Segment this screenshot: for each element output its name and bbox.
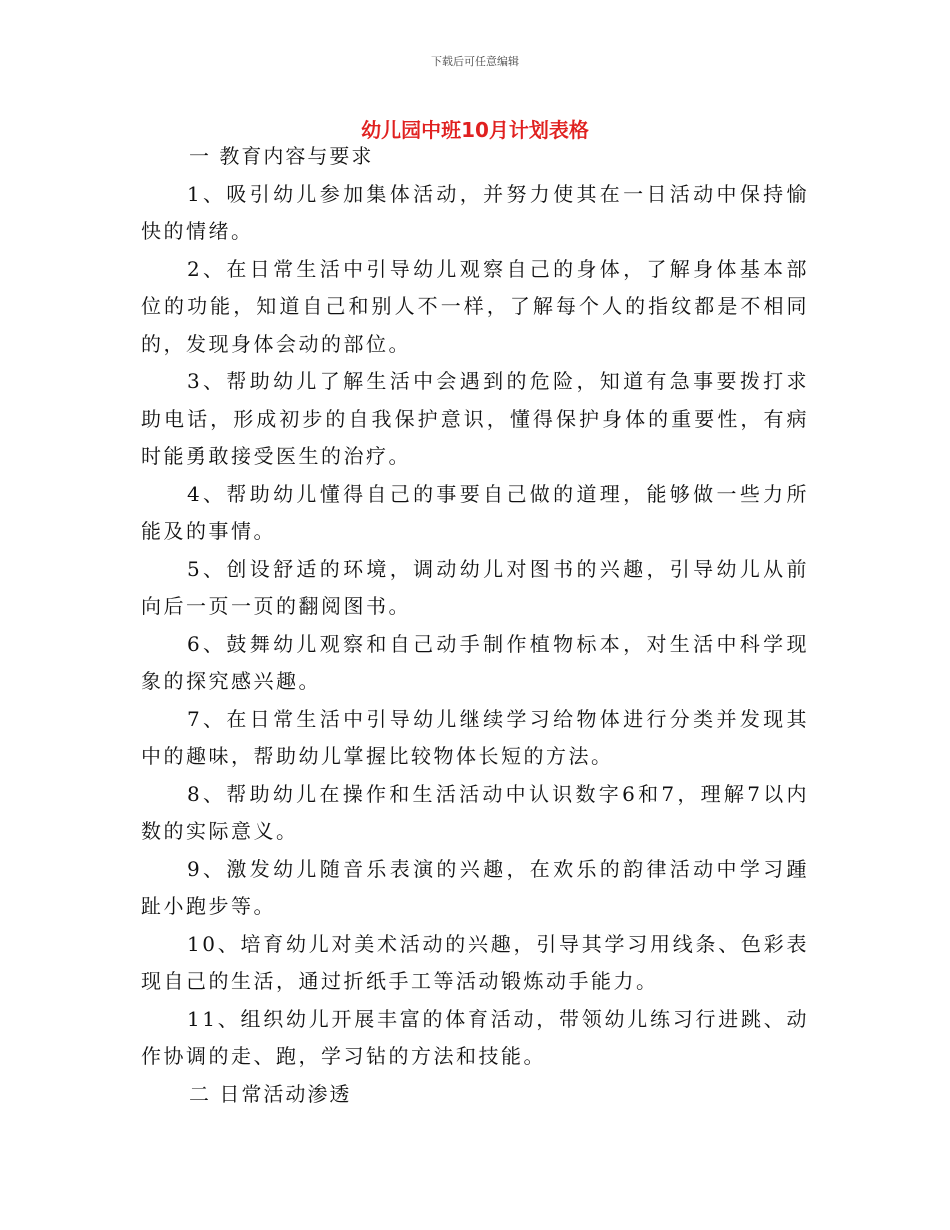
list-item: 11、组织幼儿开展丰富的体育活动，带领幼儿练习行进跳、动作协调的走、跑，学习钻的方法和技能。 <box>141 1006 809 1068</box>
document-body <box>141 138 809 1113</box>
list-item: 1、吸引幼儿参加集体活动，并努力使其在一日活动中保持愉快的情绪。 <box>141 181 809 243</box>
list-item: 4、帮助幼儿懂得自己的事要自己做的道理，能够做一些力所能及的事情。 <box>141 481 809 543</box>
section-heading-daily-activities: 二 日常活动渗透 <box>189 1081 352 1106</box>
section-heading-education: 一 教育内容与要求 <box>189 144 374 168</box>
list-item: 6、鼓舞幼儿观察和自己动手制作植物标本，对生活中科学现象的探究感兴趣。 <box>141 631 809 693</box>
list-item: 10、培育幼儿对美术活动的兴趣，引导其学习用线条、色彩表现自己的生活，通过折纸手工等活动锻炼动手能力。 <box>141 931 809 993</box>
list-item: 9、激发幼儿随音乐表演的兴趣，在欢乐的韵律活动中学习踵趾小跑步等。 <box>141 856 809 918</box>
list-item: 2、在日常生活中引导幼儿观察自己的身体，了解身体基本部位的功能，知道自己和别人不一样，了解每个人的指纹都是不相同的，发现身体会动的部位。 <box>141 256 809 356</box>
header-note: 下载后可任意编辑 <box>431 55 519 68</box>
list-item: 7、在日常生活中引导幼儿继续学习给物体进行分类并发现其中的趣味，帮助幼儿掌握比较物体长短的方法。 <box>141 706 809 768</box>
list-item: 8、帮助幼儿在操作和生活活动中认识数字6和7，理解7以内数的实际意义。 <box>141 781 809 843</box>
document-title: 幼儿园中班10月计划表格 <box>361 118 589 142</box>
list-item: 5、创设舒适的环境，调动幼儿对图书的兴趣，引导幼儿从前向后一页一页的翻阅图书。 <box>141 556 809 618</box>
list-item: 3、帮助幼儿了解生活中会遇到的危险，知道有急事要拨打求助电话，形成初步的自我保护意识，懂得保护身体的重要性，有病时能勇敢接受医生的治疗。 <box>141 369 809 468</box>
